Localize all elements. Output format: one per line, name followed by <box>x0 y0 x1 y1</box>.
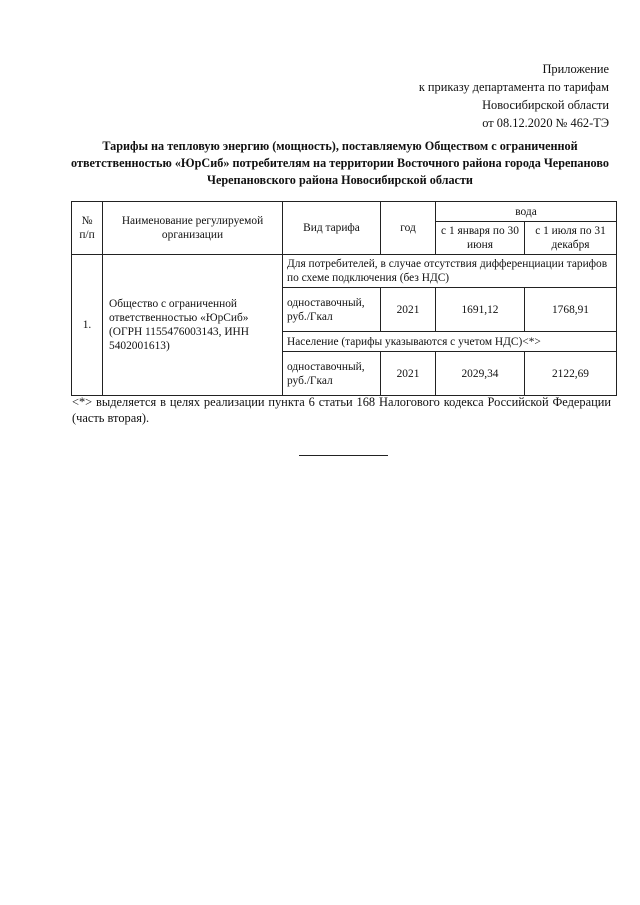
header-org: Наименование регулируемой организации <box>103 202 283 255</box>
value-period-2: 2122,69 <box>525 352 617 396</box>
signature-line <box>299 455 388 456</box>
appendix-line: от 08.12.2020 № 462-ТЭ <box>482 116 609 130</box>
header-period-2: с 1 июля по 31 декабря <box>525 222 617 255</box>
tariff-type-cell: одноставочный, руб./Гкал <box>283 288 381 332</box>
value-period-1: 2029,34 <box>436 352 525 396</box>
header-num: № п/п <box>72 202 103 255</box>
appendix-line: Новосибирской области <box>482 98 609 112</box>
header-year: год <box>381 202 436 255</box>
section-note: Население (тарифы указываются с учетом НДС)<*> <box>283 332 617 352</box>
year-cell: 2021 <box>381 288 436 332</box>
appendix-line: к приказу департамента по тарифам <box>418 80 609 94</box>
header-tariff-type: Вид тарифа <box>283 202 381 255</box>
year-cell: 2021 <box>381 352 436 396</box>
row-num: 1. <box>72 255 103 396</box>
row-org-name: Общество с ограниченной ответственностью «ЮрСиб» (ОГРН 1155476003143, ИНН 5402001613) <box>103 255 283 396</box>
tariff-type-cell: одноставочный, руб./Гкал <box>283 352 381 396</box>
document-title: Тарифы на тепловую энергию (мощность), поставляемую Обществом с ограниченной ответственностью «ЮрСиб» потребителям на территории Восточного района города Черепаново Черепановского района Новосибирской области <box>71 139 609 187</box>
value-period-1: 1691,12 <box>436 288 525 332</box>
appendix-line: Приложение <box>542 62 609 76</box>
section-note: Для потребителей, в случае отсутствия дифференциации тарифов по схеме подключения (без НДС) <box>283 255 617 288</box>
header-period-1: с 1 января по 30 июня <box>436 222 525 255</box>
appendix-block <box>419 60 609 132</box>
value-period-2: 1768,91 <box>525 288 617 332</box>
header-water: вода <box>436 202 617 222</box>
tariff-table <box>71 201 617 396</box>
footnote: <*> выделяется в целях реализации пункта 6 статьи 168 Налогового кодекса Российской Федерации (часть вторая). <box>72 395 611 425</box>
